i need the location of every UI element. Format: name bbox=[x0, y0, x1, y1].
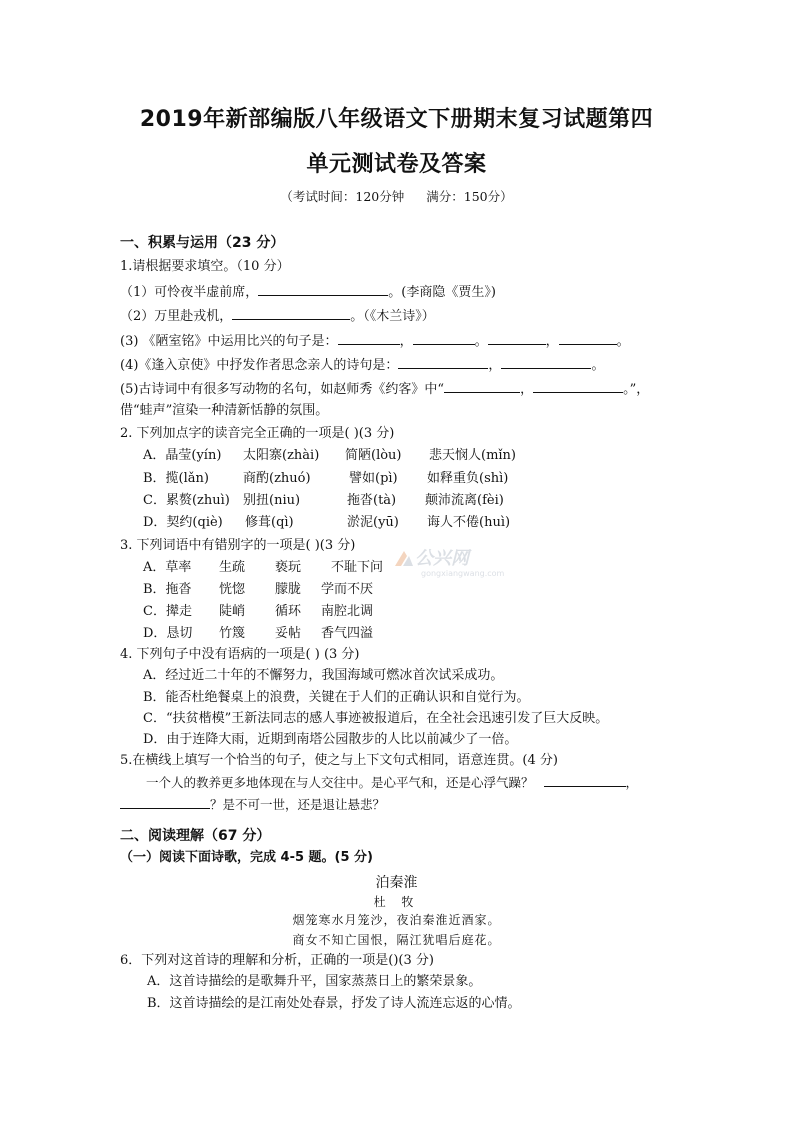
page-title-line-1: 2019年新部编版八年级语文下册期末复习试题第四 bbox=[139, 107, 654, 132]
option-item: 修葺(qì) bbox=[245, 515, 294, 530]
reading-part-1-heading: （一）阅读下面诗歌，完成 4-5 题。(5 分) bbox=[120, 850, 373, 865]
q1-p4-text: (4)《逢入京使》中抒发作者思念亲人的诗句是： bbox=[120, 358, 399, 373]
option-item: A．草率 bbox=[143, 560, 192, 575]
question-1-part-5 bbox=[120, 378, 649, 400]
option-item: 淤泥(yū) bbox=[347, 515, 399, 530]
option-item: C．累赘(zhuì) bbox=[143, 493, 230, 508]
q4-option-c[interactable]: C．“扶贫楷模”王新法同志的感人事迹被报道后，在全社会迅速引发了巨大反映。 bbox=[143, 711, 609, 726]
poem-line-1: 烟笼寒水月笼沙，夜泊秦淮近酒家。 bbox=[292, 913, 501, 927]
option-item: A．晶莹(yín) bbox=[143, 448, 222, 463]
watermark-logo-icon bbox=[393, 548, 415, 570]
period: 。 bbox=[591, 358, 605, 373]
option-item: 朦胧 bbox=[275, 582, 302, 597]
q1-p2-source: 。（《木兰诗》） bbox=[350, 309, 435, 324]
question-1-part-1 bbox=[120, 281, 496, 303]
q6-option-b[interactable]: B．这首诗描绘的是江南处处春景，抒发了诗人流连忘返的心情。 bbox=[147, 996, 521, 1011]
question-2-stem: 2. 下列加点字的读音完全正确的一项是( )(3 分) bbox=[120, 426, 395, 441]
q5-text-2: ？是不可一世，还是退让悬悲？ bbox=[210, 797, 386, 812]
question-1-part-3 bbox=[120, 330, 630, 352]
option-item: 拖沓(tà) bbox=[347, 493, 397, 508]
exam-score: 满分：150分） bbox=[426, 189, 513, 204]
q1-p5-text: (5)古诗词中有很多写动物的名句，如赵师秀《约客》中“ bbox=[120, 382, 445, 397]
site-watermark bbox=[393, 544, 505, 586]
exam-time: （考试时间：120分钟 bbox=[280, 189, 405, 204]
answer-blank[interactable] bbox=[338, 330, 400, 345]
comma: ， bbox=[625, 775, 639, 790]
poem-line-2: 商女不知亡国恨，隔江犹唱后庭花。 bbox=[292, 933, 501, 947]
poem-title: 泊秦淮 bbox=[375, 875, 418, 891]
option-item: 亵玩 bbox=[275, 560, 302, 575]
answer-blank[interactable] bbox=[533, 378, 623, 393]
option-item: 如释重负(shì) bbox=[427, 471, 509, 486]
q2-option-b[interactable] bbox=[143, 469, 508, 489]
answer-blank[interactable] bbox=[444, 378, 520, 393]
q4-option-a[interactable]: A．经过近二十年的不懈努力，我国海域可燃冰首次试采成功。 bbox=[143, 668, 504, 683]
q4-option-b[interactable]: B．能否杜绝餐桌上的浪费，关键在于人们的正确认识和自觉行为。 bbox=[143, 690, 530, 705]
option-item: 竹篾 bbox=[219, 626, 246, 641]
option-item: D．契约(qiè) bbox=[143, 515, 223, 530]
answer-blank[interactable] bbox=[544, 772, 626, 787]
q3-option-d[interactable] bbox=[143, 624, 373, 644]
q1-p3-text: (3) 《陋室铭》中运用比兴的句子是： bbox=[120, 334, 338, 349]
poem-author: 杜 牧 bbox=[373, 895, 420, 909]
comma: ， bbox=[488, 358, 502, 373]
answer-blank[interactable] bbox=[232, 305, 350, 320]
q4-option-d[interactable]: D．由于连降大雨，近期到南塔公园散步的人比以前减少了一倍。 bbox=[143, 732, 518, 747]
q2-option-d[interactable] bbox=[143, 513, 510, 533]
option-item: 恍惚 bbox=[219, 582, 246, 597]
question-1-stem: 1.请根据要求填空。（10 分） bbox=[120, 259, 290, 274]
q3-option-c[interactable] bbox=[143, 602, 373, 622]
exam-info bbox=[0, 187, 793, 205]
period: 。 bbox=[474, 334, 488, 349]
option-item: C．撵走 bbox=[143, 604, 192, 619]
q2-option-a[interactable] bbox=[143, 446, 516, 466]
option-item: 商酌(zhuó) bbox=[243, 471, 311, 486]
answer-blank[interactable] bbox=[501, 354, 591, 369]
period: 。 bbox=[616, 334, 630, 349]
q5-text: 一个人的教养更多地体现在与人交往中。是心平气和，还是心浮气躁？ bbox=[146, 775, 534, 790]
watermark-text: 公兴网 bbox=[415, 548, 469, 569]
q1-p2-text: （2）万里赴戎机， bbox=[120, 309, 233, 324]
comma: ， bbox=[399, 334, 413, 349]
question-6-stem: 6．下列对这首诗的理解和分析，正确的一项是()(3 分) bbox=[120, 953, 434, 968]
option-item: 譬如(pì) bbox=[349, 471, 398, 486]
option-item: B．揽(lǎn) bbox=[143, 471, 209, 486]
option-item: 太阳寨(zhài) bbox=[243, 448, 320, 463]
answer-blank[interactable] bbox=[559, 330, 617, 345]
question-3-stem: 3. 下列词语中有错别字的一项是( )(3 分) bbox=[120, 538, 356, 553]
option-item: 悲天悯人(mǐn) bbox=[429, 448, 517, 463]
answer-blank[interactable] bbox=[398, 354, 488, 369]
question-1-part-5-line-2: 借“蛙声”渲染一种清新恬静的氛围。 bbox=[120, 403, 329, 418]
option-item: 妥帖 bbox=[275, 626, 302, 641]
answer-blank[interactable] bbox=[413, 330, 475, 345]
option-item: 学而不厌 bbox=[321, 582, 374, 597]
option-item: 别扭(niu) bbox=[243, 493, 301, 508]
option-item: 南腔北调 bbox=[321, 604, 374, 619]
q2-option-c[interactable] bbox=[143, 491, 504, 511]
option-item: 香气四溢 bbox=[321, 626, 374, 641]
q3-option-b[interactable] bbox=[143, 580, 373, 600]
comma: ， bbox=[520, 382, 534, 397]
question-5-line-1 bbox=[146, 772, 638, 793]
comma: ， bbox=[545, 334, 559, 349]
answer-blank[interactable] bbox=[258, 281, 388, 296]
option-item: 诲人不倦(huì) bbox=[427, 515, 511, 530]
question-4-stem: 4. 下列句子中没有语病的一项是( ) (3 分) bbox=[120, 647, 360, 662]
option-item: 不耻下问 bbox=[331, 560, 384, 575]
option-item: 简陋(lòu) bbox=[345, 448, 402, 463]
option-item: 陡峭 bbox=[219, 604, 246, 619]
option-item: 生疏 bbox=[219, 560, 246, 575]
question-5-stem: 5.在横线上填写一个恰当的句子，使之与上下文句式相同，语意连贯。(4 分) bbox=[120, 753, 558, 768]
q1-p5-end: 。”， bbox=[623, 382, 650, 397]
watermark-url: gongxiangwang.com bbox=[421, 569, 505, 578]
question-5-line-2 bbox=[120, 794, 385, 815]
option-item: D．恳切 bbox=[143, 626, 193, 641]
section-heading-1: 一、积累与运用（23 分） bbox=[120, 235, 285, 251]
answer-blank[interactable] bbox=[120, 794, 210, 809]
section-heading-2: 二、阅读理解（67 分） bbox=[120, 828, 271, 844]
question-1-part-4 bbox=[120, 354, 604, 376]
page-title-line-2: 单元测试卷及答案 bbox=[306, 152, 487, 177]
question-1-part-2 bbox=[120, 305, 435, 327]
option-item: B．拖沓 bbox=[143, 582, 192, 597]
answer-blank[interactable] bbox=[488, 330, 546, 345]
q1-p1-source: 。(李商隐《贾生》) bbox=[388, 285, 496, 300]
q3-option-a[interactable] bbox=[143, 558, 383, 578]
q6-option-a[interactable]: A．这首诗描绘的是歌舞升平，国家蒸蒸日上的繁荣景象。 bbox=[147, 974, 482, 989]
q1-p1-text: （1）可怜夜半虚前席， bbox=[120, 285, 259, 300]
option-item: 循环 bbox=[275, 604, 302, 619]
option-item: 颠沛流离(fèi) bbox=[425, 493, 504, 508]
